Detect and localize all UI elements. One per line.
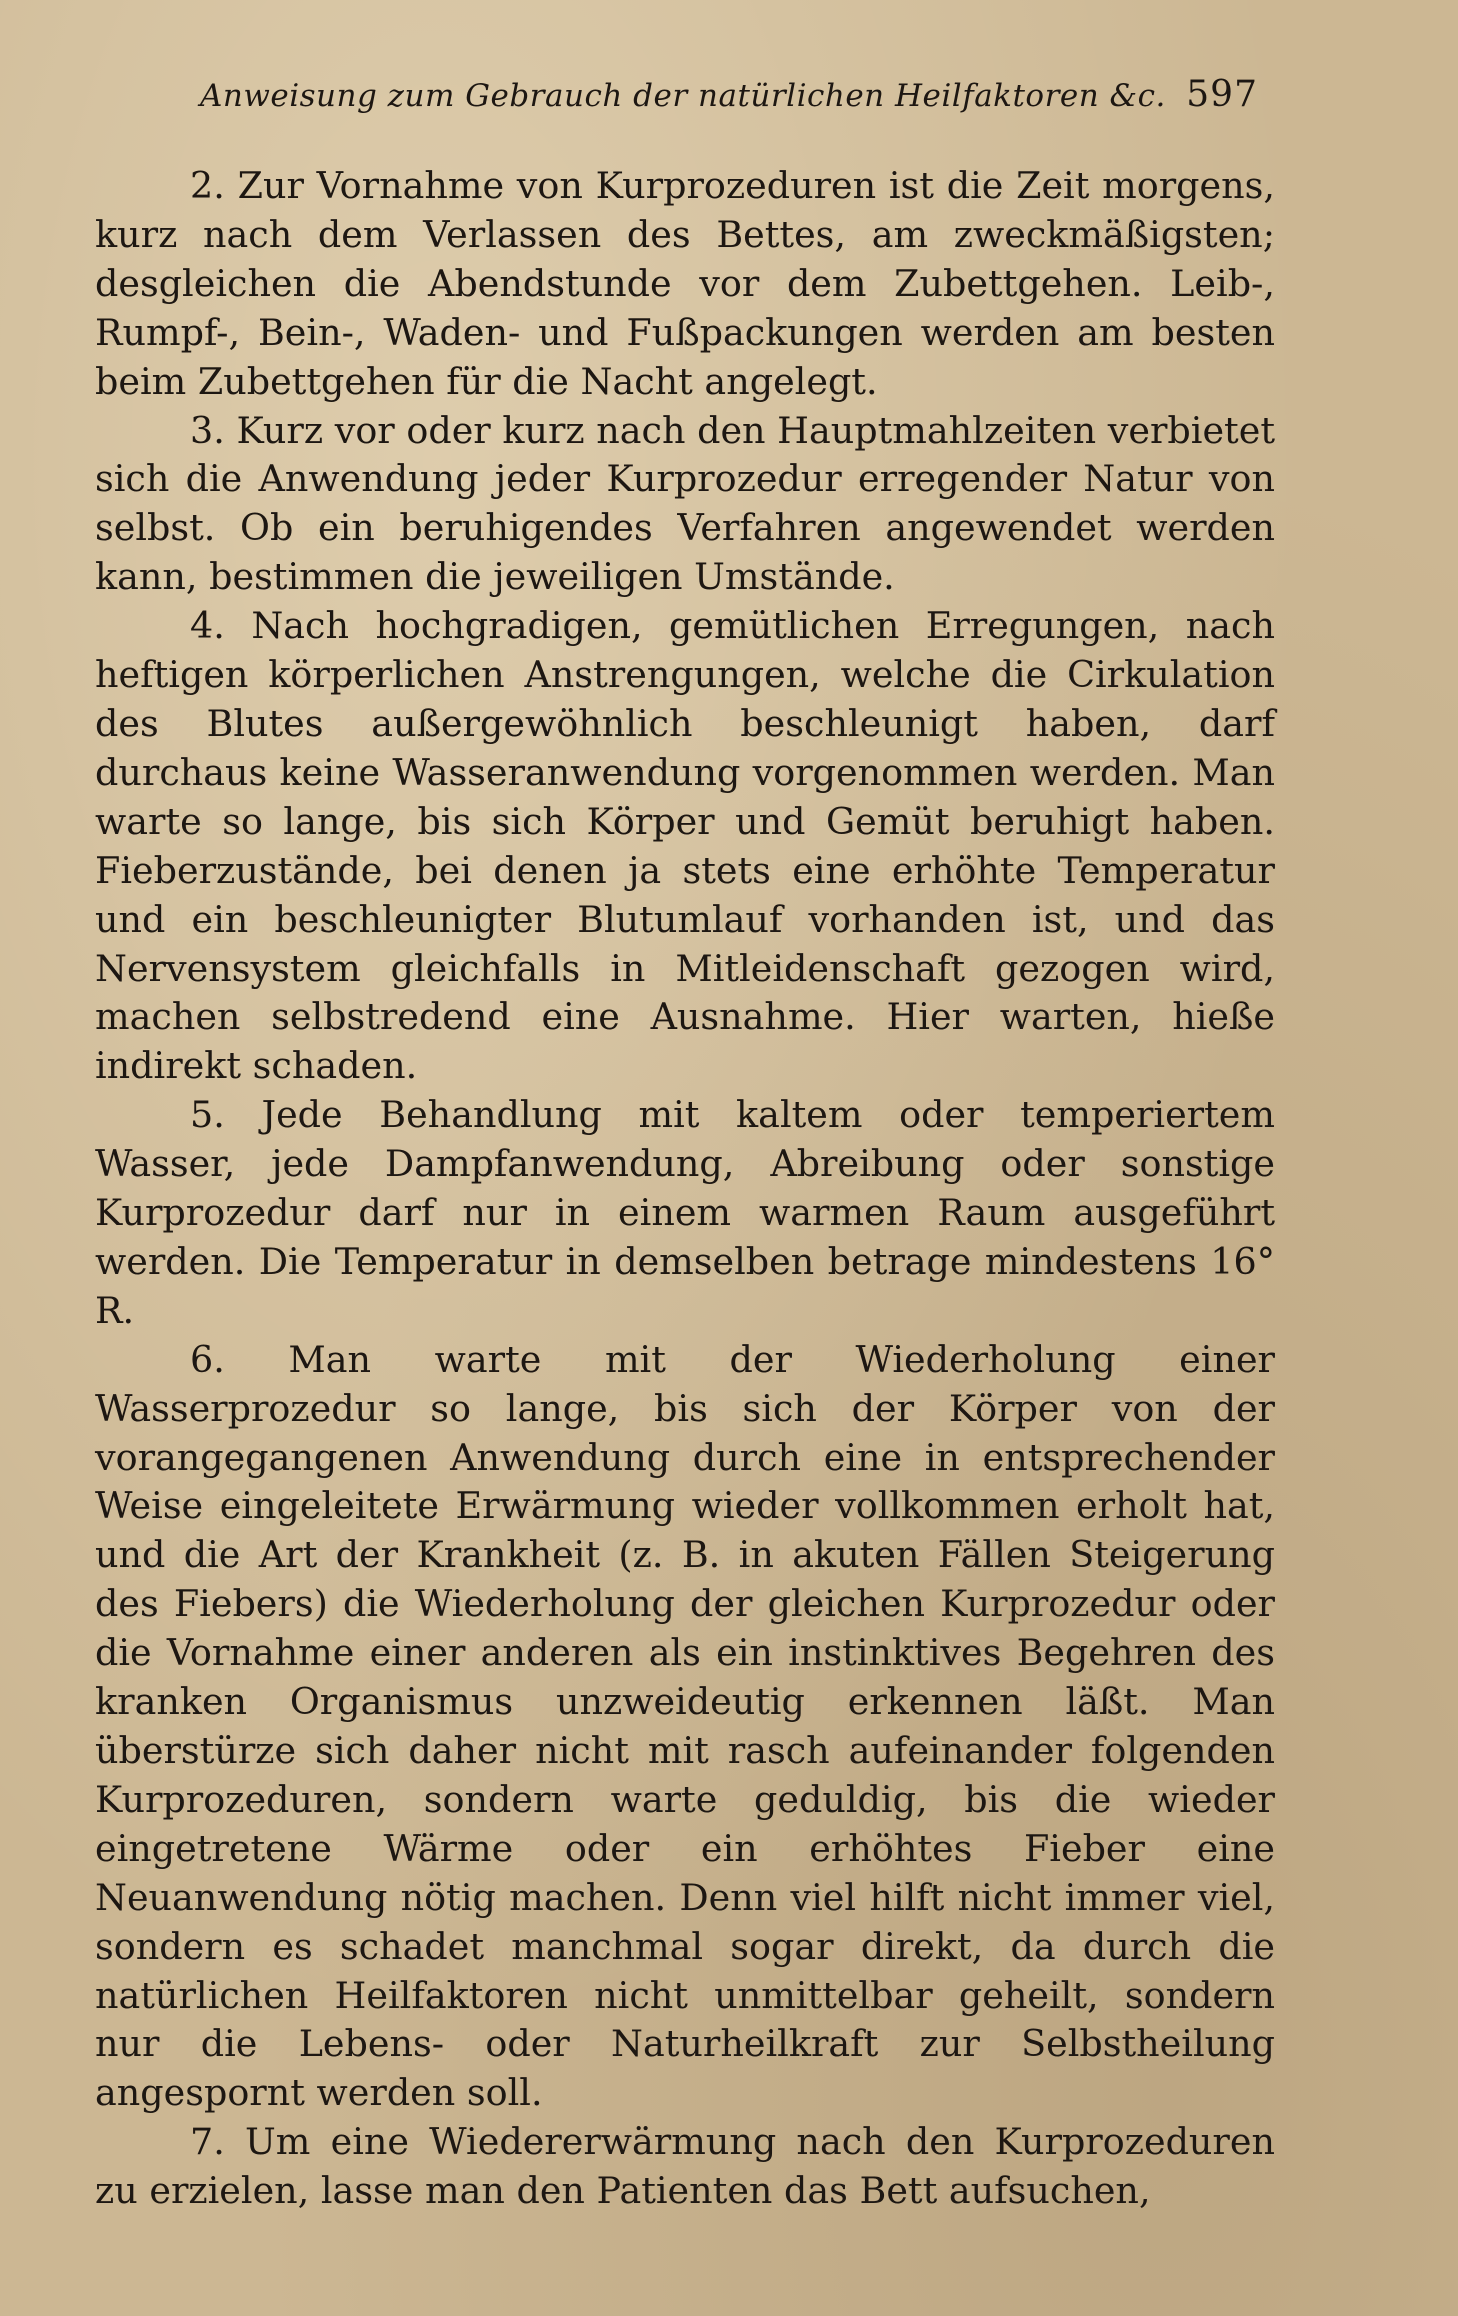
paragraph-2 bbox=[95, 162, 1275, 407]
paragraph-text: Nach hochgradigen, gemütlichen Erregungen, nach heftigen körperlichen Anstrengungen, welche die Cirkulation des Blutes außergewöhnlich beschleunigt haben, darf durchaus keine Wasseranwendung vorgenommen werden. Man warte so lange, bis sich Körper und Gemüt beruhigt haben. Fieberzustände, bei denen ja stets eine erhöhte Temperatur und ein beschleunigter Blutumlauf vorhanden ist, und das Nervensystem gleichfalls in Mitleidenschaft gezogen wird, machen selbstredend eine Ausnahme. Hier warten, hieße indirekt schaden. bbox=[95, 604, 1275, 1088]
paragraph-4 bbox=[95, 602, 1275, 1091]
paragraph-number: 2. bbox=[190, 164, 225, 207]
paragraph-text: Kurz vor oder kurz nach den Hauptmahlzeiten verbietet sich die Anwendung jeder Kurprozedur erregender Natur von selbst. Ob ein beruhigendes Verfahren angewendet werden kann, bestimmen die jeweiligen Umstände. bbox=[95, 408, 1275, 599]
paragraph-number: 5. bbox=[190, 1093, 225, 1137]
page-number: 597 bbox=[1186, 74, 1258, 115]
running-title: Anweisung zum Gebrauch der natürlichen Heilfaktoren &c. bbox=[200, 78, 1166, 114]
paragraph-number: 7. bbox=[190, 2120, 225, 2164]
paragraph-number: 4. bbox=[190, 604, 225, 648]
paragraph-7 bbox=[95, 2118, 1275, 2216]
paragraph-text: Man warte mit der Wiederholung einer Wasserprozedur so lange, bis sich der Körper von der vorangegangenen Anwendung durch eine in entsprechender Weise eingeleitete Erwärmung wieder vollkommen erholt hat, und die Art der Krankheit (z. B. in akuten Fällen Steigerung des Fiebers) die Wiederholung der gleichen Kurprozedur oder die Vornahme einer anderen als ein instinktives Begehren des kranken Organismus unzweideutig erkennen läßt. Man überstürze sich daher nicht mit rasch aufeinander folgenden Kurprozeduren, sondern warte geduldig, bis die wieder eingetretene Wärme oder ein erhöhtes Fieber eine Neuanwendung nötig machen. Denn viel hilft nicht immer viel, sondern es schadet manchmal sogar direkt, da durch die natürlichen Heilfaktoren nicht unmittelbar geheilt, sondern nur die Lebens- oder Naturheilkraft zur Selbstheilung angespornt werden soll. bbox=[95, 1337, 1275, 2115]
paragraph-5 bbox=[95, 1091, 1275, 1336]
paragraph-number: 3. bbox=[190, 408, 225, 452]
body-text bbox=[95, 162, 1275, 2216]
paragraph-6 bbox=[95, 1336, 1275, 2119]
paragraph-text: Jede Behandlung mit kaltem oder temperiertem Wasser, jede Dampfanwendung, Abreibung oder sonstige Kurprozedur darf nur in einem warmen Raum ausgeführt werden. Die Temperatur in demselben betrage mindestens 16° R. bbox=[95, 1093, 1275, 1332]
paragraph-text: Um eine Wiedererwärmung nach den Kurprozeduren zu erzielen, lasse man den Patienten das Bett aufsuchen, bbox=[95, 2120, 1275, 2213]
paragraph-number: 6. bbox=[190, 1337, 225, 1381]
paragraph-3 bbox=[95, 407, 1275, 603]
running-head bbox=[200, 74, 1258, 128]
paragraph-text: Zur Vornahme von Kurprozeduren ist die Zeit morgens, kurz nach dem Verlassen des Bettes, am zweckmäßigsten; desgleichen die Abendstunde vor dem Zubettgehen. Leib-, Rumpf-, Bein-, Waden- und Fußpackungen werden am besten beim Zubettgehen für die Nacht angelegt. bbox=[95, 164, 1275, 403]
